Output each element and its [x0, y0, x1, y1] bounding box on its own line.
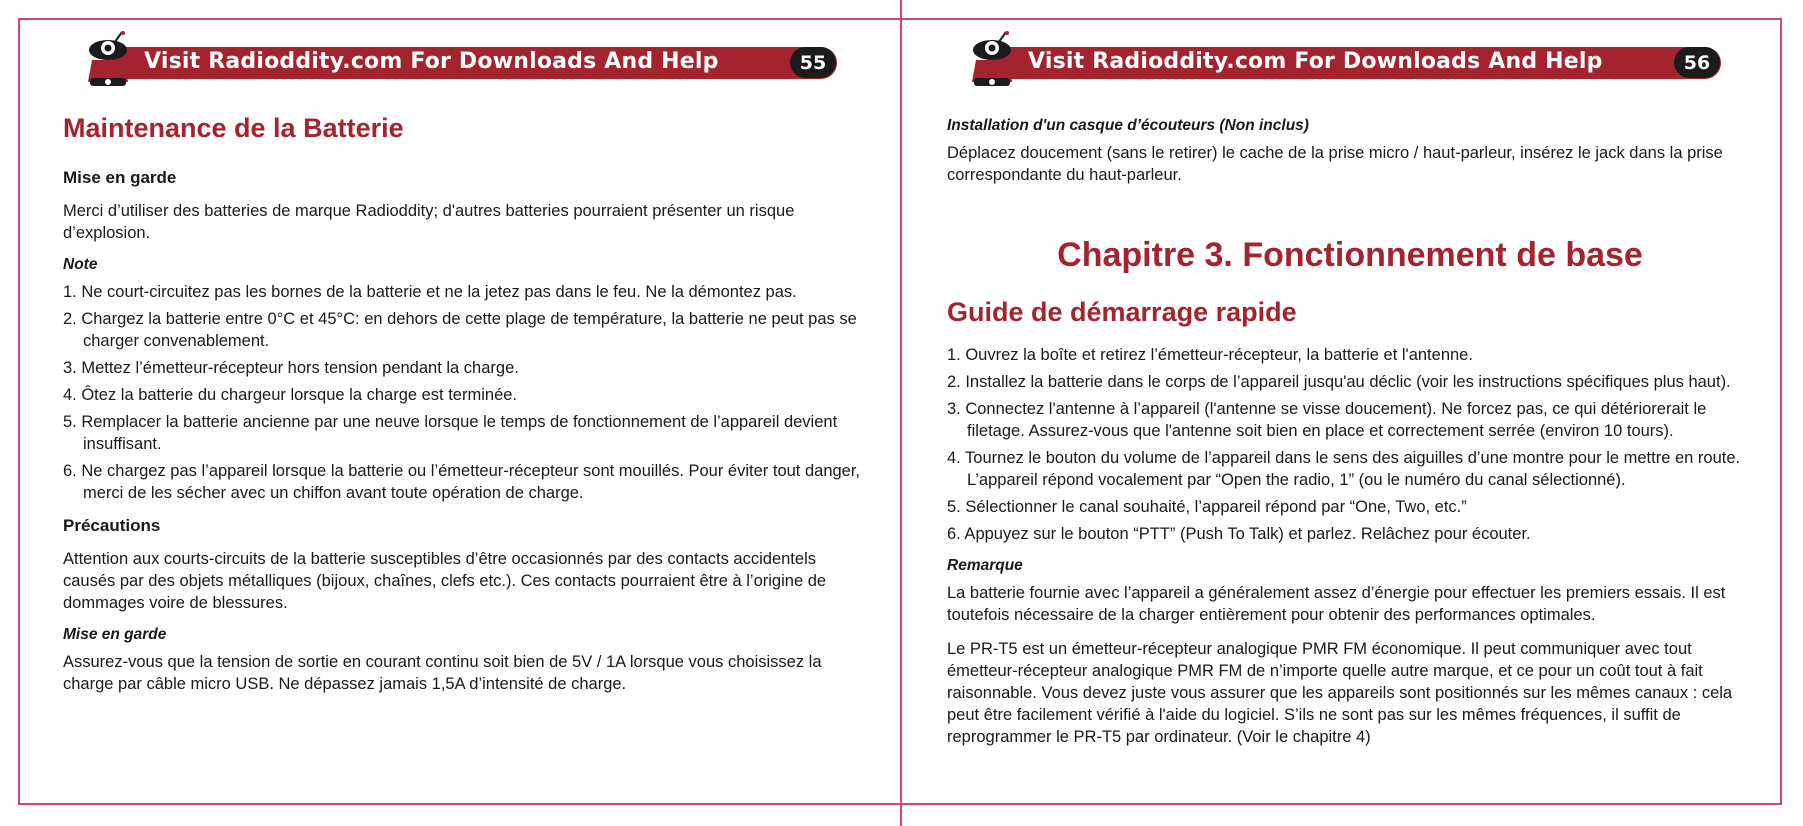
page-left — [0, 0, 900, 826]
note-item: 3. Mettez l’émetteur-récepteur hors tension pendant la charge. — [63, 359, 519, 377]
remarque-text-1: La batterie fournie avec l’appareil a généralement assez d’énergie pour effectuer les premiers essais. Il est toutefois nécessaire de la charger entièrement pour obtenir des performances optimales. — [947, 584, 1726, 624]
page-number-badge: 55 — [790, 47, 836, 78]
precautions-text: Attention aux courts-circuits de la batterie susceptibles d’être occasionnés par des contacts accidentels causés par des objets métalliques (bijoux, chaînes, clefs etc.). Ces contacts pourraient être à l’origine de dommages voire de blessures. — [63, 550, 827, 612]
section-title: Maintenance de la Batterie — [63, 113, 404, 143]
install-heading: Installation d'un casque d’écouteurs (Non inclus) — [947, 117, 1309, 134]
chapter-title: Chapitre 3. Fonctionnement de base — [1057, 236, 1643, 274]
radioddity-mascot-icon — [966, 30, 1022, 88]
remarque-heading: Remarque — [947, 557, 1023, 574]
note-heading: Note — [63, 256, 98, 273]
page-number-badge: 56 — [1674, 47, 1720, 78]
remarque-text-2: Le PR-T5 est un émetteur-récepteur analogique PMR FM économique. Il peut communiquer avec tout émetteur-récepteur analogique PMR FM de n’importe quelle autre marque, et ce pour un coût tout à fait raisonnable. Vous devez juste vous assurer que les appareils sont positionnés sur les mêmes canaux : cela peut être facilement vérifié à l'aide du logiciel. S’ils ne sont pas sur les mêmes fréquences, il suffit de reprogrammer le PR-T5 par ordinateur. (Voir le chapitre 4) — [947, 640, 1733, 746]
banner-text: Visit Radioddity.com For Downloads And Help — [1028, 49, 1603, 74]
guide-item: 3. Connectez l'antenne à l’appareil (l'antenne se visse doucement). Ne forcez pas, ce qui détériorerait le filetage. Assurez-vous que l'antenne soit bien en place et correctement serrée (environ 10 tours). — [947, 400, 1707, 440]
note-list — [63, 281, 863, 504]
radioddity-mascot-icon — [82, 30, 138, 88]
mise-en-garde-heading: Mise en garde — [63, 168, 177, 187]
page-right — [902, 0, 1803, 826]
mise-en-garde-2-heading: Mise en garde — [63, 626, 167, 643]
note-item: 1. Ne court-circuitez pas les bornes de la batterie et ne la jetez pas dans le feu. Ne la démontez pas. — [63, 283, 797, 301]
note-item: 6. Ne chargez pas l’appareil lorsque la batterie ou l’émetteur-récepteur sont mouillés. Pour éviter tout danger, merci de les sécher avec un chiffon avant toute opération de charge. — [63, 462, 861, 502]
install-text: Déplacez doucement (sans le retirer) le cache de la prise micro / haut-parleur, insérez le jack dans la prise correspondante du haut-parleur. — [947, 144, 1723, 184]
header-banner — [966, 30, 1726, 88]
guide-item: 1. Ouvrez la boîte et retirez l’émetteur-récepteur, la batterie et l'antenne. — [947, 346, 1473, 364]
guide-title: Guide de démarrage rapide — [947, 297, 1297, 327]
note-item: 2. Chargez la batterie entre 0°C et 45°C: en dehors de cette plage de température, la batterie ne peut pas se charger convenablement. — [63, 310, 857, 350]
left-content — [63, 113, 863, 707]
note-item: 5. Remplacer la batterie ancienne par une neuve lorsque le temps de fonctionnement de l’appareil devient insuffisant. — [63, 413, 838, 453]
right-content — [947, 117, 1753, 760]
precautions-heading: Précautions — [63, 516, 161, 535]
guide-item: 4. Tournez le bouton du volume de l’appareil dans le sens des aiguilles d’une montre pour le mettre en route. L’appareil répond vocalement par “Open the radio, 1” (ou le numéro du canal sélectionné). — [947, 449, 1741, 489]
header-banner — [82, 30, 842, 88]
banner-text: Visit Radioddity.com For Downloads And Help — [144, 49, 719, 74]
guide-item: 6. Appuyez sur le bouton “PTT” (Push To Talk) et parlez. Relâchez pour écouter. — [947, 525, 1531, 543]
guide-item: 5. Sélectionner le canal souhaité, l’appareil répond par “One, Two, etc.” — [947, 498, 1467, 516]
note-item: 4. Ôtez la batterie du chargeur lorsque la charge est terminée. — [63, 386, 517, 404]
guide-list — [947, 344, 1753, 545]
guide-item: 2. Installez la batterie dans le corps de l’appareil jusqu'au déclic (voir les instructions spécifiques plus haut). — [947, 373, 1731, 391]
mise-en-garde-text: Merci d’utiliser des batteries de marque Radioddity; d'autres batteries pourraient présenter un risque d’explosion. — [63, 202, 795, 242]
mise-en-garde-2-text: Assurez-vous que la tension de sortie en courant continu soit bien de 5V / 1A lorsque vous choisissez la charge par câble micro USB. Ne dépassez jamais 1,5A d’intensité de charge. — [63, 653, 822, 693]
